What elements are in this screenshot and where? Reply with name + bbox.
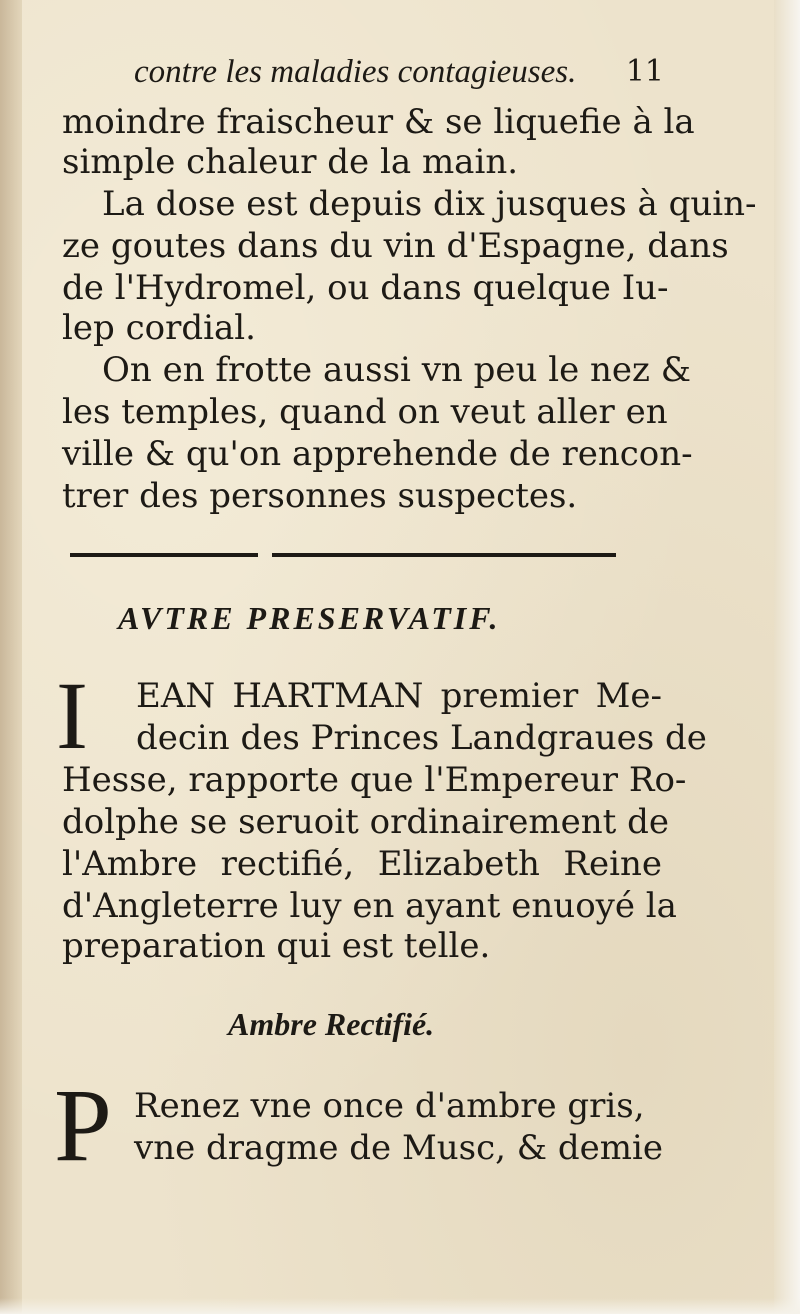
text-line: Renez vne once d'ambre gris,	[134, 1086, 645, 1126]
text-line: d'Angleterre luy en ayant enuoyé la	[62, 886, 677, 926]
drop-cap-initial: P	[54, 1068, 112, 1183]
text-line: ze goutes dans du vin d'Espagne, dans	[62, 226, 729, 266]
page-bottom-margin	[0, 1298, 800, 1314]
running-head-title: contre les maladies contagieuses.	[134, 54, 577, 90]
text-line: EAN HARTMAN premier Me-	[136, 676, 662, 716]
page-right-margin	[774, 0, 800, 1314]
text-line: dolphe se seruoit ordinairement de	[62, 802, 670, 842]
text-line: de l'Hydromel, ou dans quelque Iu-	[62, 268, 669, 308]
text-line: La dose est depuis dix jusques à quin-	[102, 184, 757, 224]
text-line: simple chaleur de la main.	[62, 142, 519, 182]
text-line: lep cordial.	[62, 308, 256, 348]
text-line: les temples, quand on veut aller en	[62, 392, 668, 432]
text-line: preparation qui est telle.	[62, 926, 491, 966]
text-line: vne dragme de Musc, & demie	[134, 1128, 663, 1168]
page-number: 11	[625, 54, 664, 89]
text-line: decin des Princes Landgraues de	[136, 718, 707, 758]
page-gutter-shadow	[0, 0, 22, 1314]
section-rule-left	[70, 553, 258, 557]
drop-cap-initial: I	[56, 662, 88, 769]
text-line: moindre fraischeur & se liquefie à la	[62, 102, 695, 142]
section-title: AVTRE PRESERVATIF.	[118, 600, 501, 636]
text-line: Hesse, rapporte que l'Empereur Ro-	[62, 760, 687, 800]
text-line: ville & qu'on apprehende de rencon-	[62, 434, 693, 474]
text-line: On en frotte aussi vn peu le nez &	[102, 350, 692, 390]
text-line: l'Ambre rectifié, Elizabeth Reine	[62, 844, 662, 884]
text-line: trer des personnes suspectes.	[62, 476, 578, 516]
section-rule-right	[272, 553, 616, 557]
recipe-subheading: Ambre Rectifié.	[228, 1006, 435, 1042]
